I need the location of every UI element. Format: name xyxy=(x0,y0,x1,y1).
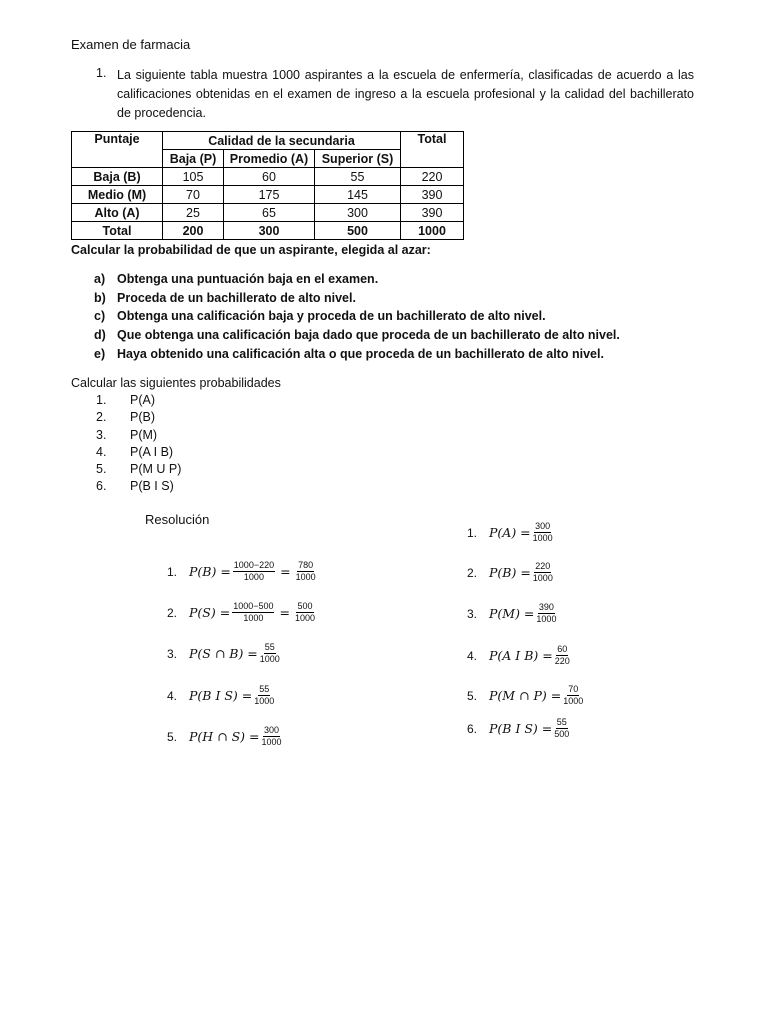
item-label: d) xyxy=(94,328,106,343)
solution-lhs: P(M) = xyxy=(489,606,535,621)
question-number: 1. xyxy=(96,66,107,80)
row-label: Alto (A) xyxy=(72,204,163,222)
numerator: 500 xyxy=(297,601,313,611)
item-number: 6. xyxy=(96,479,107,494)
solution-lhs: P(M ∩ P) = xyxy=(489,688,562,703)
solution-lhs: P(B I S) = xyxy=(189,688,253,703)
table-row xyxy=(72,204,464,222)
fraction xyxy=(536,602,556,625)
table-cell: 55 xyxy=(315,168,401,186)
solution-row xyxy=(467,717,571,740)
solution-number: 1. xyxy=(167,564,178,579)
denominator: 1000 xyxy=(532,573,553,583)
numerator: 55 xyxy=(264,642,275,652)
table-cell: 145 xyxy=(315,186,401,204)
table-cell: 200 xyxy=(163,222,224,240)
fraction xyxy=(233,560,275,583)
table-row xyxy=(72,168,464,186)
solution-row xyxy=(167,560,318,583)
table-cell: 65 xyxy=(224,204,315,222)
item-number: 4. xyxy=(96,444,107,459)
list-item xyxy=(94,347,620,366)
probabilities-title: Calcular las siguientes probabilidades xyxy=(71,376,281,390)
denominator: 1000 xyxy=(243,572,264,582)
item-text: P(B) xyxy=(130,410,155,425)
fraction xyxy=(254,684,274,707)
solution-row xyxy=(467,602,558,625)
fraction xyxy=(260,642,280,665)
item-label: c) xyxy=(94,309,106,324)
solution-lhs: P(B I S) = xyxy=(489,721,553,736)
item-number: 2. xyxy=(96,410,107,425)
list-item xyxy=(96,445,181,462)
item-text: Que obtenga una calificación baja dado que proceda de un bachillerato de alto nivel. xyxy=(117,328,620,343)
solution-number: 4. xyxy=(467,648,478,663)
table-cell: 300 xyxy=(224,222,315,240)
numerator: 1000−220 xyxy=(233,560,275,570)
item-text: P(A I B) xyxy=(130,444,174,459)
table-cell: 25 xyxy=(163,204,224,222)
list-item xyxy=(94,272,620,291)
solution-number: 2. xyxy=(167,605,178,620)
fraction xyxy=(563,684,583,707)
solution-row xyxy=(167,684,276,707)
denominator: 1000 xyxy=(261,737,282,747)
item-text: Haya obtenido una calificación alta o que proceda de un bachillerato de alto nivel. xyxy=(117,346,604,361)
solution-lhs: P(S) = xyxy=(189,605,231,620)
solution-row xyxy=(167,725,284,748)
equals-sign: = xyxy=(279,605,290,620)
numerator: 300 xyxy=(264,725,280,735)
numerator: 55 xyxy=(259,684,270,694)
solution-row xyxy=(467,644,572,667)
header-calidad: Calidad de la secundaria xyxy=(163,132,401,150)
table-cell: 500 xyxy=(315,222,401,240)
list-item xyxy=(96,393,181,410)
header-total: Total xyxy=(401,132,464,168)
solution-number: 3. xyxy=(467,606,478,621)
solution-lhs: P(B) = xyxy=(189,564,231,579)
table-cell: 60 xyxy=(224,168,315,186)
item-text: Proceda de un bachillerato de alto nivel. xyxy=(117,290,356,305)
fraction xyxy=(262,725,282,748)
question-text: La siguiente tabla muestra 1000 aspirantes a la escuela de enfermería, clasificadas de acuerdo a las calificaciones obtenidas en el examen de ingreso a la escuela profesional y la calidad del bachillerato de procedencia. xyxy=(117,68,694,120)
solution-lhs: P(S ∩ B) = xyxy=(189,646,258,661)
numerator: 1000−500 xyxy=(233,601,274,611)
denominator: 1000 xyxy=(536,614,557,624)
fraction xyxy=(295,601,315,624)
denominator: 1000 xyxy=(295,572,316,582)
solution-number: 2. xyxy=(467,565,478,580)
list-item xyxy=(94,328,620,347)
numerator: 70 xyxy=(568,684,579,694)
row-label: Baja (B) xyxy=(72,168,163,186)
table-cell: 1000 xyxy=(401,222,464,240)
denominator: 500 xyxy=(554,729,570,739)
item-text: Obtenga una calificación baja y proceda de un bachillerato de alto nivel. xyxy=(117,309,546,324)
fraction xyxy=(533,521,553,544)
list-item xyxy=(96,410,181,427)
subheader-baja: Baja (P) xyxy=(163,150,224,168)
numerator: 780 xyxy=(298,560,314,570)
item-text: P(M U P) xyxy=(130,462,182,477)
item-text: P(M) xyxy=(130,427,158,442)
table-cell: 300 xyxy=(315,204,401,222)
equals-sign: = xyxy=(280,564,291,579)
subheader-promedio: Promedio (A) xyxy=(224,150,315,168)
denominator: 1000 xyxy=(563,696,584,706)
table-cell: 175 xyxy=(224,186,315,204)
item-label: b) xyxy=(94,290,106,305)
solution-number: 6. xyxy=(467,721,478,736)
list-item xyxy=(96,479,181,496)
fraction xyxy=(554,717,569,740)
solution-number: 3. xyxy=(167,646,178,661)
table-cell: 220 xyxy=(401,168,464,186)
resolution-title: Resolución xyxy=(145,512,210,527)
table-cell: 390 xyxy=(401,204,464,222)
list-item xyxy=(94,309,620,328)
denominator: 1000 xyxy=(294,613,315,623)
probabilities-list xyxy=(96,393,181,497)
fraction xyxy=(296,560,316,583)
solution-number: 1. xyxy=(467,525,478,540)
numerator: 60 xyxy=(557,644,568,654)
item-text: P(A) xyxy=(130,393,155,407)
numerator: 220 xyxy=(535,561,551,571)
item-text: Obtenga una puntuación baja en el examen. xyxy=(117,272,379,286)
table-cell: 70 xyxy=(163,186,224,204)
subheader-superior: Superior (S) xyxy=(315,150,401,168)
solution-row xyxy=(467,684,585,707)
calc-instruction: Calcular la probabilidad de que un aspirante, elegida al azar: xyxy=(71,243,431,257)
solution-lhs: P(B) = xyxy=(489,565,531,580)
question-items xyxy=(94,272,620,365)
list-item xyxy=(96,428,181,445)
list-item xyxy=(94,291,620,310)
item-label: a) xyxy=(94,272,106,286)
table-row xyxy=(72,186,464,204)
solution-number: 4. xyxy=(167,688,178,703)
table-row-total xyxy=(72,222,464,240)
table-cell: 390 xyxy=(401,186,464,204)
solution-lhs: P(A) = xyxy=(489,525,531,540)
solution-row xyxy=(467,561,555,584)
solution-number: 5. xyxy=(467,688,478,703)
item-number: 5. xyxy=(96,462,107,477)
header-puntaje: Puntaje xyxy=(72,132,163,168)
denominator: 1000 xyxy=(259,654,280,664)
item-number: 3. xyxy=(96,427,107,442)
row-label: Total xyxy=(72,222,163,240)
fraction xyxy=(555,644,570,667)
list-item xyxy=(96,462,181,479)
denominator: 1000 xyxy=(532,533,553,543)
table-cell: 105 xyxy=(163,168,224,186)
item-text: P(B I S) xyxy=(130,479,174,494)
numerator: 300 xyxy=(535,521,551,531)
item-number: 1. xyxy=(96,393,107,407)
denominator: 1000 xyxy=(254,696,275,706)
distribution-table xyxy=(71,131,464,240)
numerator: 55 xyxy=(556,717,567,727)
denominator: 1000 xyxy=(243,613,264,623)
solution-number: 5. xyxy=(167,729,178,744)
solution-row xyxy=(467,521,555,544)
denominator: 220 xyxy=(554,656,570,666)
solution-lhs: P(H ∩ S) = xyxy=(189,729,260,744)
document-title: Examen de farmacia xyxy=(71,37,191,52)
solution-lhs: P(A I B) = xyxy=(489,648,553,663)
fraction xyxy=(533,561,553,584)
row-label: Medio (M) xyxy=(72,186,163,204)
solution-row xyxy=(167,642,282,665)
fraction xyxy=(232,601,274,624)
item-label: e) xyxy=(94,346,106,361)
numerator: 390 xyxy=(538,602,554,612)
solution-row xyxy=(167,601,317,624)
